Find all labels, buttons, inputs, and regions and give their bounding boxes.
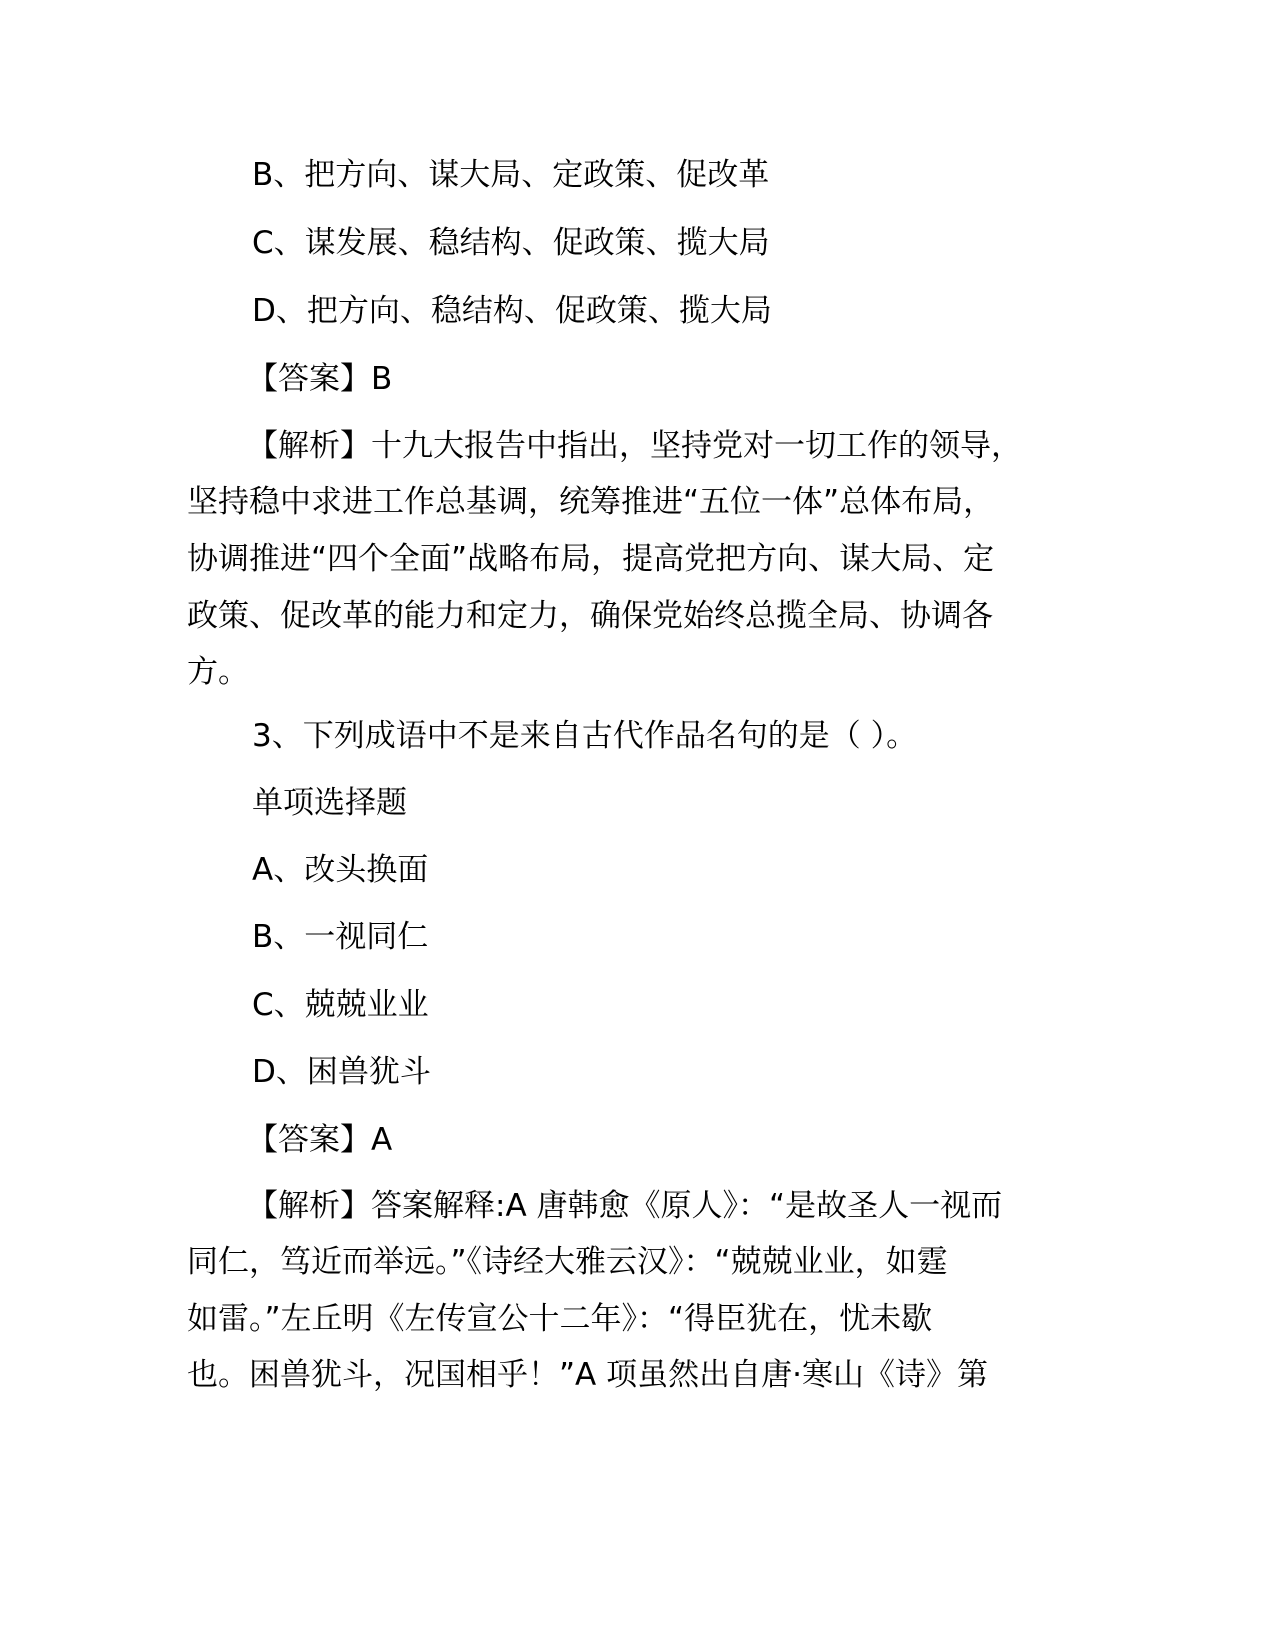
q2-analysis-line-5: 方。: [187, 654, 249, 690]
q3-type: 单项选择题: [252, 785, 407, 821]
q3-option-d: D、困兽犹斗: [252, 1054, 431, 1090]
q3-analysis-line-3: 如雷。”左丘明《左传宣公十二年》：“得臣犹在，忧未歇: [187, 1301, 933, 1337]
q3-analysis-line-1: 【解析】答案解释:A 唐韩愈《原人》：“是故圣人一视而: [247, 1188, 1003, 1224]
q3-question: 3、下列成语中不是来自古代作品名句的是（ ）。: [252, 718, 918, 754]
q2-option-d: D、把方向、稳结构、促政策、揽大局: [252, 293, 772, 329]
q2-analysis-line-4: 政策、促改革的能力和定力，确保党始终总揽全局、协调各: [187, 598, 993, 634]
q2-analysis-line-2: 坚持稳中求进工作总基调，统筹推进“五位一体”总体布局，: [187, 484, 995, 520]
q3-option-b: B、一视同仁: [252, 919, 429, 955]
q2-option-b: B、把方向、谋大局、定政策、促改革: [252, 157, 770, 193]
q2-analysis-line-3: 协调推进“四个全面”战略布局，提高党把方向、谋大局、定: [187, 541, 995, 577]
q2-option-c: C、谋发展、稳结构、促政策、揽大局: [252, 225, 770, 261]
q2-analysis-line-1: 【解析】十九大报告中指出，坚持党对一切工作的领导，: [247, 428, 1022, 464]
q3-analysis-line-2: 同仁，笃近而举远。”《诗经大雅云汉》：“兢兢业业，如霆: [187, 1244, 948, 1280]
q2-answer: 【答案】B: [247, 361, 393, 397]
q3-analysis-line-4: 也。困兽犹斗，况国相乎！”A 项虽然出自唐·寒山《诗》第: [187, 1357, 988, 1393]
q3-option-c: C、兢兢业业: [252, 987, 429, 1023]
q3-option-a: A、改头换面: [252, 852, 429, 888]
q3-answer: 【答案】A: [247, 1122, 393, 1158]
